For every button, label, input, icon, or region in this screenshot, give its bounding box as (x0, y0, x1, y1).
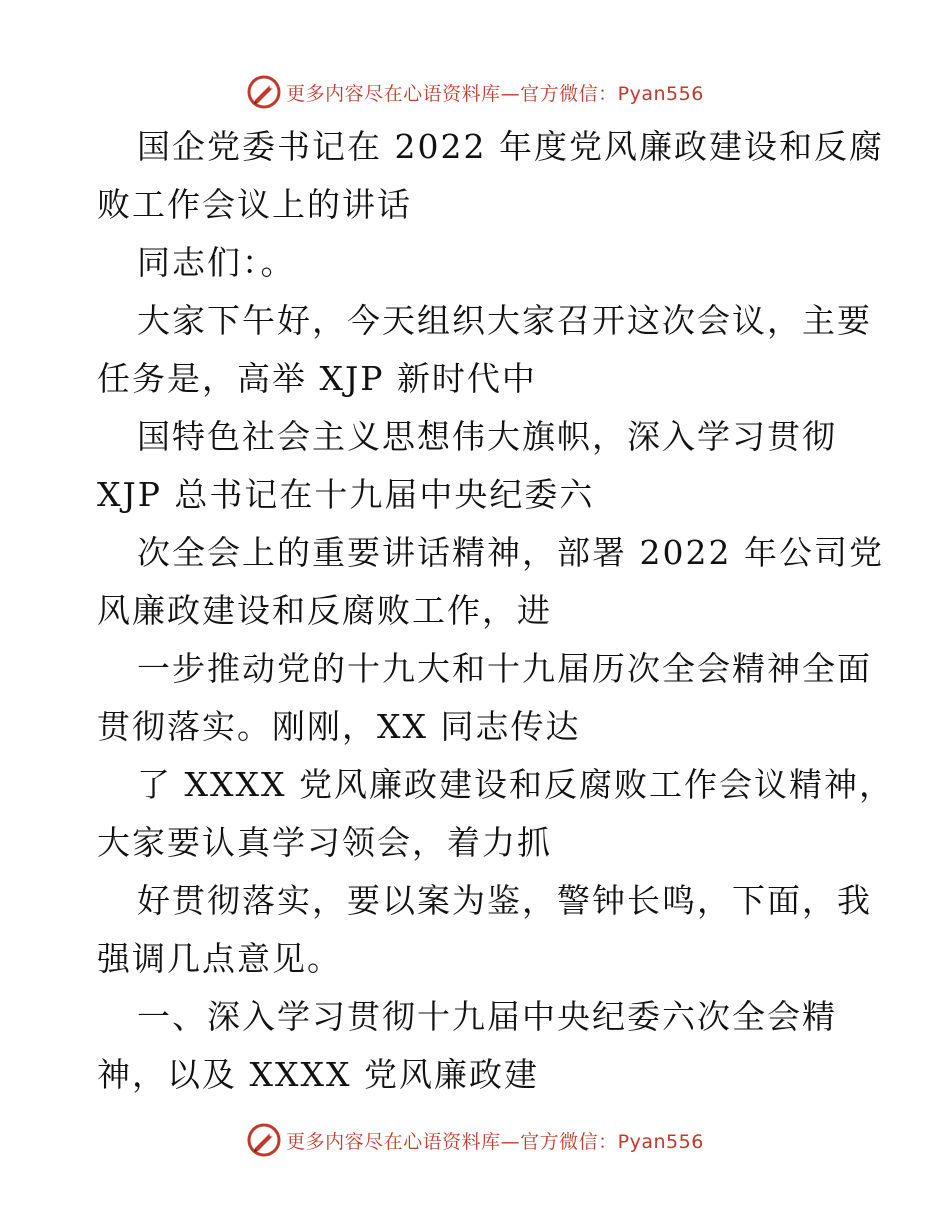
text-line: 一步推动党的十九大和十九届历次全会精神全面 (137, 649, 872, 688)
text-line: 次全会上的重要讲话精神，部署 2022 年公司党 (137, 533, 884, 572)
text-line: 神，以及 XXXX 党风廉政建 (97, 1055, 539, 1094)
text-line: 风廉政建设和反腐败工作，进 (97, 591, 552, 630)
pen-circle-logo-icon (246, 1122, 282, 1158)
text-line: 国企党委书记在 2022 年度党风廉政建设和反腐 (137, 127, 884, 166)
text-line: 贯彻落实。刚刚，XX 同志传达 (97, 707, 581, 746)
text-line: 大家要认真学习领会，着力抓 (97, 823, 552, 862)
text-line: 国特色社会主义思想伟大旗帜，深入学习贯彻 (137, 417, 837, 456)
document-body (97, 118, 894, 1104)
text-line: 好贯彻落实，要以案为鉴，警钟长鸣，下面，我 (137, 881, 872, 920)
text-line: 同志们：。 (137, 243, 296, 282)
text-line: 任务是，高举 XJP 新时代中 (97, 359, 537, 398)
watermark-text: 更多内容尽在心语资料库—官方微信：Pyan556 (286, 1130, 704, 1153)
text-line: XJP 总书记在十九届中央纪委六 (97, 475, 595, 514)
header-watermark (0, 72, 950, 112)
text-line: 了 XXXX 党风廉政建设和反腐败工作会议精神， (137, 765, 894, 804)
pen-circle-logo-icon (246, 74, 282, 110)
text-line: 败工作会议上的讲话 (97, 185, 412, 224)
text-line: 一、深入学习贯彻十九届中央纪委六次全会精 (137, 997, 837, 1036)
footer-watermark (0, 1120, 950, 1160)
watermark-text: 更多内容尽在心语资料库—官方微信：Pyan556 (286, 82, 704, 105)
text-line: 强调几点意见。 (97, 939, 342, 978)
text-line: 大家下午好，今天组织大家召开这次会议，主要 (137, 301, 872, 340)
